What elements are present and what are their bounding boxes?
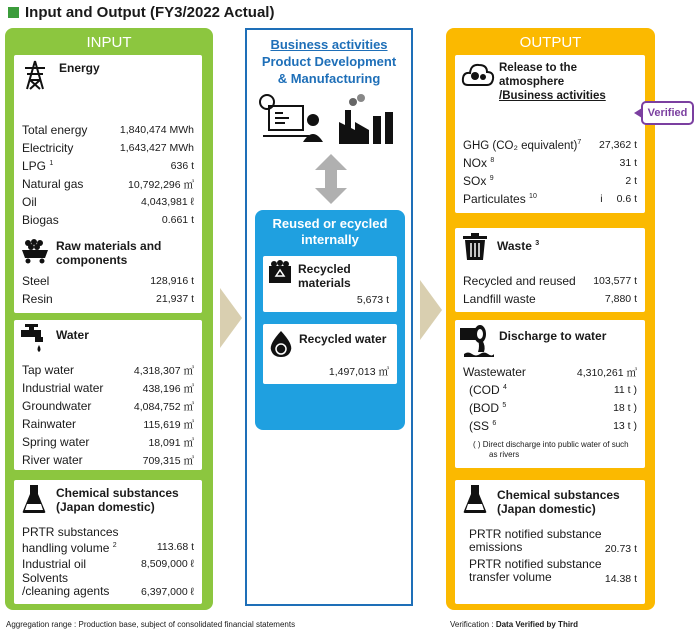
discharge-note-line1: ( ) Direct discharge into public water of such: [473, 440, 629, 449]
energy-row-oil: [22, 194, 194, 210]
discharge-pipe-icon: [460, 324, 494, 358]
prtr-handling-line2: handling volume: [22, 541, 110, 555]
footnote-ref: 2: [112, 542, 117, 549]
recycled-water-card: [263, 324, 397, 384]
atmosphere-label: NOx: [463, 156, 487, 170]
energy-value: 1,840,474 MWh: [119, 124, 194, 136]
business-activities-line3: & Manufacturing: [277, 71, 381, 86]
waste-label: Recycled and reused: [463, 274, 576, 288]
atmosphere-row-ghg: [463, 137, 637, 153]
recycled-materials-title: [298, 262, 351, 290]
recycled-water-title: Recycled water: [299, 332, 387, 346]
energy-value: 636 t: [170, 160, 194, 172]
output-header: OUTPUT: [519, 34, 582, 51]
particulate-mark: i: [600, 193, 603, 205]
power-tower-icon: [22, 60, 48, 90]
atmosphere-value: 2 t: [625, 175, 637, 187]
prtr-transfer-label: [469, 558, 602, 584]
waste-title-text: Waste: [497, 239, 532, 253]
footnote-ref: 4: [503, 384, 507, 391]
atmosphere-label: Particulates: [463, 192, 526, 206]
trash-icon: [463, 233, 487, 261]
footnote-ref: 9: [489, 175, 494, 182]
discharge-row-ss: [469, 418, 637, 434]
water-row-industrial: [22, 380, 194, 396]
prtr-handling-label: [22, 526, 119, 555]
energy-value: 10,792,296 ㎥: [128, 178, 194, 191]
discharge-value: 4,310,261 ㎥: [576, 366, 637, 379]
atmosphere-value: 27,362 t: [599, 139, 637, 151]
verification-note: [450, 620, 578, 629]
energy-label: LPG: [22, 159, 47, 173]
prtr-emissions-label: [469, 528, 602, 554]
business-activities-column: [245, 28, 413, 606]
reused-recycled-header: [255, 216, 405, 248]
energy-label: Oil: [22, 195, 37, 209]
prtr-handling-line1: PRTR substances: [22, 525, 119, 539]
verification-value: Data Verified by Third: [495, 620, 579, 629]
atmosphere-row-nox: [463, 155, 637, 171]
raw-materials-title: [56, 239, 161, 267]
prtr-emissions-value: 20.73 t: [604, 543, 637, 555]
output-chemical-card: [455, 480, 645, 604]
arrow-input-to-middle: [220, 288, 242, 348]
flask-icon: [463, 484, 487, 514]
raw-row-resin: [22, 291, 194, 307]
discharge-label: (SS: [469, 419, 490, 433]
energy-value: 1,643,427 MWh: [119, 142, 194, 154]
water-label: Groundwater: [22, 399, 92, 413]
prtr-emissions-line2: emissions: [469, 540, 523, 554]
recycle-box-icon: [268, 260, 292, 284]
title-marker: [8, 7, 19, 18]
page-title: [8, 4, 274, 21]
raw-label: Resin: [22, 292, 53, 306]
energy-label: Electricity: [22, 141, 74, 155]
footnote-ref: 1: [49, 160, 54, 167]
energy-row-natural-gas: [22, 176, 194, 192]
discharge-value: 11 t ): [613, 384, 637, 396]
atmosphere-value: 0.6 t: [616, 193, 637, 205]
water-row-river: [22, 452, 194, 468]
water-label: River water: [22, 453, 83, 467]
footnote-ref: 6: [492, 420, 497, 427]
discharge-row-wastewater: [463, 364, 637, 380]
raw-title-line1: Raw materials and: [56, 239, 162, 253]
water-row-tap: [22, 362, 194, 378]
atmosphere-label: SOx: [463, 174, 487, 188]
energy-row-electricity: [22, 140, 194, 156]
waste-value: 103,577 t: [593, 275, 637, 287]
energy-value: 4,043,981 ℓ: [140, 196, 194, 208]
atmosphere-title: [499, 61, 645, 103]
input-chemical-title-line2: (Japan domestic): [56, 500, 155, 514]
input-header: INPUT: [86, 34, 132, 51]
reuse-title-line1: Reused or ecycled: [272, 216, 388, 231]
energy-row-biogas: [22, 212, 194, 228]
water-label: Rainwater: [22, 417, 77, 431]
reused-recycled-panel: [255, 210, 405, 430]
recycled-materials-line2: materials: [298, 276, 351, 290]
discharge-note: [473, 440, 629, 460]
discharge-row-cod: [469, 382, 637, 398]
atmosphere-value: 31 t: [619, 157, 637, 169]
output-chemical-title-line2: (Japan domestic): [497, 502, 596, 516]
water-value: 4,084,752 ㎥: [133, 400, 194, 413]
reuse-title-line2: internally: [301, 232, 359, 247]
atmosphere-row-particulates: [463, 191, 637, 207]
business-activities-header: [247, 36, 411, 87]
energy-card: [14, 55, 202, 251]
waste-value: 7,880 t: [604, 293, 637, 305]
arrow-middle-to-output: [420, 280, 442, 340]
output-column: [446, 28, 655, 610]
recycled-materials-line1: Recycled: [298, 262, 351, 276]
energy-row-total: [22, 122, 194, 138]
industrial-oil-value: 8,509,000 ℓ: [140, 558, 194, 570]
page-title-text: Input and Output (FY3/2022 Actual): [25, 4, 275, 21]
energy-label: Natural gas: [22, 177, 84, 191]
input-chemical-title-line1: Chemical substances: [56, 486, 179, 500]
flask-icon: [22, 484, 46, 514]
discharge-label: Wastewater: [463, 365, 526, 379]
input-chemical-title: [56, 486, 179, 514]
double-arrow-icon: [313, 154, 349, 204]
water-label: Tap water: [22, 363, 75, 377]
water-row-spring: [22, 434, 194, 450]
footnote-ref: 3: [535, 240, 540, 247]
energy-label: Total energy: [22, 123, 88, 137]
business-activities-line2: Product Development: [261, 54, 397, 69]
recycled-materials-value: 5,673 t: [356, 294, 389, 306]
water-label: Spring water: [22, 435, 90, 449]
verified-badge: Verified: [641, 101, 694, 125]
water-value: 18,091 ㎥: [148, 436, 194, 449]
recycled-materials-card: [263, 256, 397, 312]
raw-title-line2: components: [56, 253, 128, 267]
raw-materials-card: [14, 233, 202, 313]
business-activities-line1: Business activities: [270, 37, 388, 52]
footnote-ref: 10: [529, 193, 537, 200]
aggregation-range-note: Aggregation range : Production base, subject of consolidated financial statements: [6, 620, 296, 629]
water-label: Industrial water: [22, 381, 104, 395]
factory-illustration-icon: [255, 92, 405, 150]
raw-row-steel: [22, 273, 194, 289]
waste-card: [455, 228, 645, 312]
output-chemical-title: [497, 488, 620, 516]
water-drop-recycle-icon: [269, 330, 293, 358]
water-value: 115,619 ㎥: [143, 418, 194, 431]
industrial-oil-label: Industrial oil: [22, 557, 87, 571]
cart-icon: [20, 238, 50, 264]
input-chemical-card: [14, 480, 202, 604]
faucet-icon: [21, 324, 51, 356]
atmosphere-title-line2: /Business activities: [499, 90, 606, 102]
footnote-ref: 7: [577, 138, 582, 146]
energy-title: Energy: [59, 61, 100, 75]
water-value: 709,315 ㎥: [142, 454, 194, 467]
discharge-title: Discharge to water: [499, 329, 607, 343]
discharge-note-line2: as rivers: [489, 450, 520, 459]
atmosphere-card: [455, 55, 645, 213]
prtr-transfer-line1: PRTR notified substance: [469, 557, 602, 571]
water-title: Water: [56, 328, 89, 342]
waste-label: Landfill waste: [463, 292, 536, 306]
solvents-line1: Solvents: [22, 571, 69, 585]
energy-label: Biogas: [22, 213, 59, 227]
footnote-ref: 8: [490, 157, 495, 164]
discharge-value: 18 t ): [613, 402, 637, 414]
prtr-handling-value: 113.68 t: [156, 541, 194, 553]
cloud-icon: [461, 59, 495, 89]
discharge-label: (COD: [469, 383, 500, 397]
verification-label: Verification :: [450, 620, 494, 629]
discharge-label: (BOD: [469, 401, 499, 415]
water-row-rain: [22, 416, 194, 432]
discharge-card: [455, 320, 645, 468]
raw-value: 21,937 t: [156, 293, 194, 305]
prtr-transfer-line2: transfer volume: [469, 570, 552, 584]
solvents-label: [22, 572, 109, 598]
prtr-transfer-value: 14.38 t: [604, 573, 637, 585]
raw-label: Steel: [22, 274, 50, 288]
industrial-oil-row: [22, 556, 194, 572]
discharge-row-bod: [469, 400, 637, 416]
raw-value: 128,916 t: [150, 275, 194, 287]
atmosphere-title-line1: Release to the atmosphere: [499, 62, 577, 88]
atmosphere-row-sox: [463, 173, 637, 189]
energy-value: 0.661 t: [161, 214, 194, 226]
solvents-line2: /cleaning agents: [22, 584, 110, 598]
water-row-ground: [22, 398, 194, 414]
prtr-emissions-line1: PRTR notified substance: [469, 527, 602, 541]
waste-title: [497, 237, 539, 253]
discharge-value: 13 t ): [613, 420, 637, 432]
recycled-water-value: 1,497,013 ㎥: [328, 366, 389, 378]
energy-row-lpg: [22, 158, 194, 174]
output-chemical-title-line1: Chemical substances: [497, 488, 620, 502]
footnote-ref: 5: [502, 402, 507, 409]
waste-row-landfill: [463, 291, 637, 307]
water-value: 4,318,307 ㎥: [133, 364, 194, 377]
solvents-value: 6,397,000 ℓ: [140, 586, 194, 598]
atmosphere-label: GHG (CO₂ equivalent): [463, 139, 578, 152]
water-value: 438,196 ㎥: [142, 382, 194, 395]
water-card: [14, 320, 202, 470]
input-column: [5, 28, 213, 610]
waste-row-recycled: [463, 273, 637, 289]
